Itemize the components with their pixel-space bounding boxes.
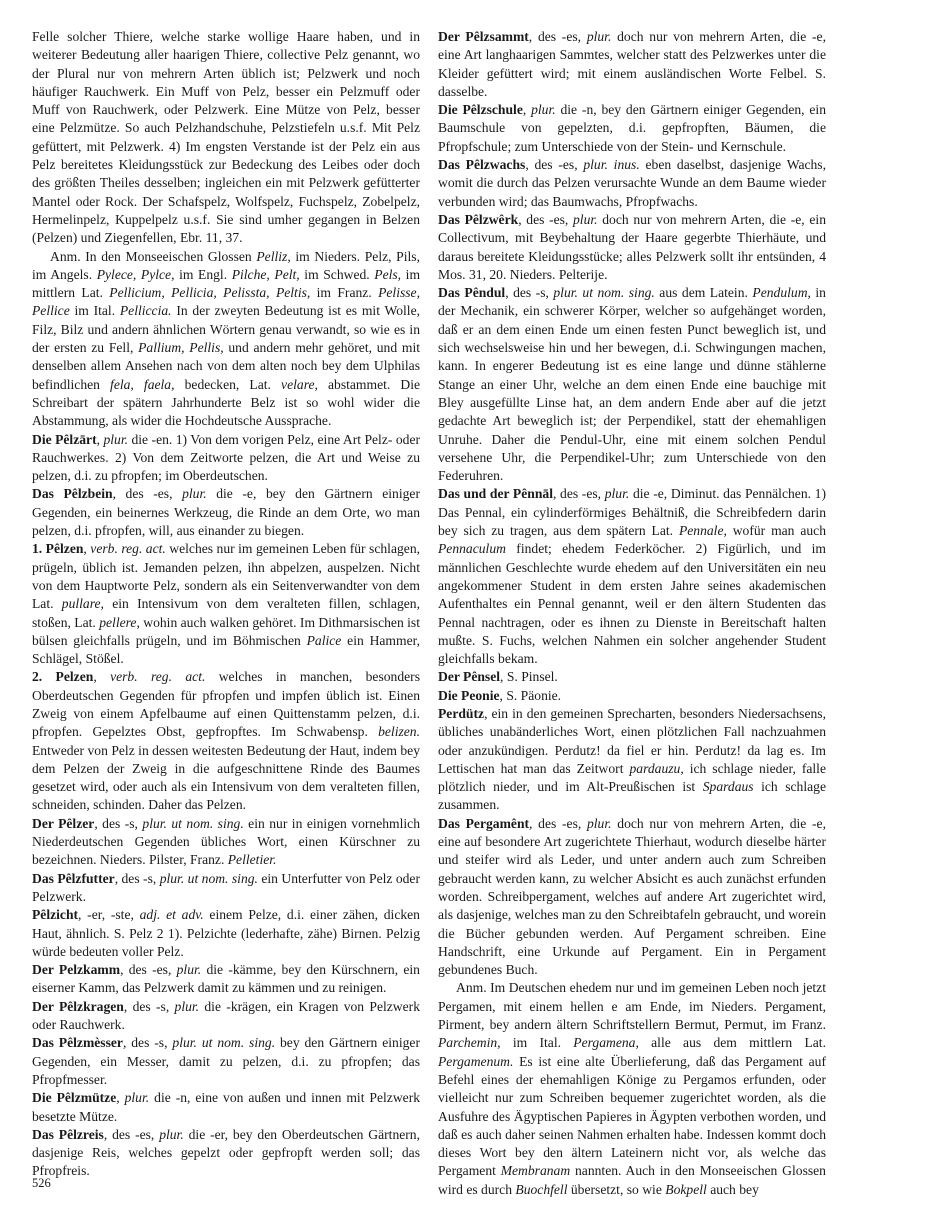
italic-term: plur. <box>573 211 598 227</box>
entry-text: , des -es, <box>112 486 183 502</box>
entry-text: eben daselbst, dasjenige Wachs, womit die durch das Pelzen verursachte Wunde an dem Baume wieder verbunden wird; das Baumwachs, Pfropfwachs. <box>438 157 826 209</box>
italic-term: Pels, <box>374 266 402 282</box>
dictionary-entry <box>32 906 420 961</box>
entry-text: bedecken, Lat. <box>174 376 282 392</box>
dictionary-entry <box>32 431 420 486</box>
dictionary-entry <box>438 687 826 705</box>
annotation-paragraph <box>32 248 420 431</box>
dictionary-entry <box>438 284 826 485</box>
entry-headword: Das Pêndul <box>438 285 506 301</box>
entry-text: , des -s, <box>123 998 175 1014</box>
entry-headword: Die Pêlzārt <box>32 431 97 447</box>
entry-headword: Das Pêlzreis <box>32 1126 104 1142</box>
entry-text: , des -s, <box>114 870 160 886</box>
italic-term: Pelliccia. <box>119 303 172 319</box>
entry-headword: Das Pêlzwêrk <box>438 211 519 227</box>
italic-term: pullare, <box>61 596 104 612</box>
entry-text: , des -es, <box>552 486 605 502</box>
italic-term: plur. <box>159 1126 184 1142</box>
entry-text: doch nur von mehrern Arten, die -e, ein Collectivum, mit Beybehaltung der Haare gegerbte Thierhäute, und daraus bereitete Kleidungsstücke; alles Pelzwerk sollt ihr entsünden, 4 Mos. 31, 20. Nieders. Pelterije. <box>438 211 826 282</box>
entry-text: die -n, bey den Gärtnern einiger Gegenden, ein Baumschule von gepelzten, d.i. gepfropften, Bäumen, die Pfropfschule; zum Unterschiede von der Stein- und Kernschule. <box>438 102 827 154</box>
entry-text: wohin auch walken gehöret. Im Dithmarsischen ist bülsen gleichfalls prügeln, und im Böhmischen <box>32 614 420 648</box>
italic-term: plur. inus. <box>583 157 640 173</box>
italic-term: Pilche, Pelt, <box>231 266 300 282</box>
entry-text: Entweder von Pelz in dessen weitesten Bedeutung der Haut, indem bey dem Pelzen der Zweig in die aufgeschnittene Rinde des Baumes gesetzet wird, oder auch als ein Intensivum von dem veralteten fillen, schneiden, schinden. Daher das Pelzen. <box>32 742 420 813</box>
entry-text: nannten. Auch in den Monseeischen Glossen wird es durch <box>438 1163 826 1197</box>
italic-term: Pendulum, <box>752 285 811 301</box>
entry-text: findet; ehedem Federköcher. 2) Figürlich, und im männlichen Geschlechte wurde ehedem auf den Universitäten ein neu angekommener Student in dem ersten Jahre seines akademischen Aufenthaltes ein Pennal genannt, weil er den ältern Studenten das Pennal nachtragen, oder es ihnen zu Dienste in Bereitschaft halten mußte. S. Fuchs, welchen Nahmen ein solcher angehender Student gleichfalls bekam. <box>438 541 826 667</box>
italic-term: Buochfell <box>515 1181 568 1197</box>
italic-term: Pellicium, Pellicia, Pelissta, Peltis, <box>109 285 311 301</box>
dictionary-entry <box>32 815 420 870</box>
italic-term: Bokpell <box>665 1181 707 1197</box>
entry-text: Es ist eine alte Überlieferung, daß das Pergament auf Befehl eines der ehemahligen Könige zu Pergamos erfunden, oder vielleicht nur zum Schreiben bequemer zugerichtet worden, als die Ausfuhre des Ägyptischen Papieres in Ägypten verbothen worden, und daß es auch daher seinen Nahmen erhalten habe. Indessen kommt doch dieses Wort bey den ältern Lateinern nicht vor, als welche das Pergament <box>438 1053 826 1179</box>
entry-headword: Das Pêlzfutter <box>32 870 115 886</box>
entry-text: doch nur von mehrern Arten, die -e, eine auf besondere Art zugerichtete Thierhaut, wodurch dieselbe härter und steifer wird als Leder, und unter andern auch zum Schreiben gebraucht werden kann, zu welcher Absicht es auch zunächst erfunden worden. Schreibpergament, welches auf andere Art zugerichtet wird, als dasjenige, welches man zu den Schreibtafeln gebraucht, und worein die Bücher gebunden werden. Auf Pergament schreiben. Eine Handschrift, eine Urkunde auf Pergament. Ein in Pergament gebundenes Buch. <box>438 815 826 978</box>
entry-text: die -e, Diminut. das Pennälchen. 1) Das Pennal, ein cylinderförmiges Behältniß, die Schreibfedern darin bey sich zu tragen, aus dem spätern Lat. <box>438 486 826 539</box>
entry-text: im Nieders. Pelz, Pils, im Angels. <box>32 248 420 282</box>
entry-text: , des -es, <box>529 815 587 831</box>
dictionary-entry <box>32 1126 420 1181</box>
dictionary-entry <box>438 668 826 686</box>
entry-text: im Ital. <box>500 1035 574 1051</box>
entry-text: , <box>93 669 111 685</box>
entry-text: , S. Päonie. <box>499 687 562 703</box>
entry-text: bey den Gärtnern einiger Gegenden, ein Messer, damit zu pelzen, d.i. zu pfropfen; das Pfropfmesser. <box>32 1035 420 1087</box>
entry-text: ein Intensivum von dem veralteten fillen, schlagen, stoßen, Lat. <box>32 596 420 630</box>
italic-term: plur. <box>531 102 556 118</box>
italic-term: belizen. <box>378 724 420 740</box>
entry-text: die -er, bey den Oberdeutschen Gärtnern, dasjenige Reis, welches gepelzt oder gepfropft werden soll; das Pfropfreis. <box>32 1126 420 1179</box>
entry-headword: Der Pêlzkragen <box>32 998 124 1014</box>
entry-headword: Die Peonie <box>438 687 500 703</box>
italic-term: Membranam <box>500 1163 571 1179</box>
italic-term: plur. <box>103 431 129 447</box>
entry-text: ein Hammer, Schlägel, Stößel. <box>32 632 420 667</box>
entry-text: die -kämme, bey den Kürschnern, ein eiserner Kamm, das Pelzwerk damit zu kämmen und zu reinigen. <box>32 962 420 996</box>
entry-text: im Engl. <box>174 266 232 282</box>
italic-term: Pelisse, Pellice <box>32 285 420 319</box>
entry-text: ich schlage nieder, falle plötzlich nieder, und im Alt-Preußischen ist <box>438 760 826 795</box>
dictionary-entry <box>32 668 420 814</box>
entry-text: In der zweyten Bedeutung ist es mit Wolle, Filz, Bilz und andern ähnlichen Wörtern genau verwandt, so wie es in der ersten zu Fell, <box>32 303 420 356</box>
dictionary-entry <box>438 705 826 815</box>
entry-text: Anm. Im Deutschen ehedem nur und im gemeinen Leben noch jetzt Pergamen, mit einem hellen e am Ende, im Nieders. Pergament, Pirment, bey andern ältern Schriftstellern Bermut, Permut, im Franz. <box>438 980 826 1033</box>
italic-term: pardauzu, <box>629 760 684 776</box>
italic-term: plur. ut nom. sing. <box>142 815 244 831</box>
dictionary-entry <box>32 485 420 540</box>
dictionary-entry <box>32 28 420 248</box>
entry-text: , <box>96 431 104 447</box>
entry-text: , des -s, <box>94 815 143 831</box>
italic-term: Pergamenum. <box>438 1053 514 1069</box>
entry-text: , S. Pinsel. <box>500 669 558 685</box>
entry-text: die -e, bey den Gärtnern einiger Gegenden, ein beinernes Werkzeug, die Rinde an dem Orte, wo man pelzen, d.i. pfropfen, will, aus einander zu biegen. <box>32 486 420 539</box>
entry-headword: Der Pêlzsammt <box>438 29 529 44</box>
dictionary-entry <box>32 870 420 907</box>
dictionary-entry <box>32 1089 420 1126</box>
dictionary-entry <box>438 28 826 101</box>
dictionary-entry <box>438 156 826 211</box>
entry-text: ein Unterfutter von Pelz oder Pelzwerk. <box>32 870 420 904</box>
italic-term: Pallium, Pellis, <box>138 340 224 356</box>
entry-text: und andern mehr gehöret, und mit denselben allem Ansehen nach von dem alten noch bey dem Ulphilas befindlichen <box>32 340 420 392</box>
entry-text: im Ital. <box>69 303 120 319</box>
italic-term: Palice <box>306 632 342 648</box>
dictionary-entry <box>32 540 420 668</box>
entry-headword: Der Pênsel <box>438 669 501 685</box>
entry-text: auch bey <box>706 1181 759 1197</box>
entry-headword: Das Pêlzwachs <box>438 157 526 173</box>
italic-term: plur. <box>586 29 612 44</box>
entry-text: im mittlern Lat. <box>32 266 421 301</box>
italic-term: verb. reg. act. <box>110 669 206 685</box>
annotation-paragraph <box>438 979 826 1199</box>
entry-headword: Pêlzicht <box>32 907 79 923</box>
entry-text: abstammet. Die Schreibart der spätern Jahrhunderte Belz ist so wohl wider die Abstammung, als wider die Hochdeutsche Aussprache. <box>32 376 421 429</box>
italic-term: verb. reg. act. <box>90 541 166 557</box>
italic-term: plur. ut nom. sing. <box>159 870 258 886</box>
dictionary-entry <box>438 815 826 980</box>
italic-term: Pennale, <box>678 523 727 539</box>
entry-text: im Franz. <box>310 285 379 301</box>
entry-text: , ein in den gemeinen Sprecharten, besonders Niedersachsens, übliches unabänderliches Wort, einen plötzlichen Fall nachzuahmen oder anzukündigen. Perdutz! da fiel er hin. Perdutz! da lag es. Im Lettischen hat man das Zeitwort <box>438 705 826 776</box>
entry-headword: Perdütz <box>438 705 485 721</box>
italic-term: fela, faela, <box>110 376 175 392</box>
dictionary-entry <box>32 998 420 1035</box>
page-number: 526 <box>32 1176 51 1190</box>
italic-term: plur. <box>604 486 630 502</box>
entry-headword: Der Pelzkamm <box>32 962 121 978</box>
italic-term: plur. ut nom. sing. <box>172 1035 276 1051</box>
entry-text: ich schlage zusammen. <box>438 779 826 813</box>
entry-text: , des -es, <box>103 1126 160 1142</box>
dictionary-entry <box>438 485 826 668</box>
entry-text: , des -s, <box>505 285 554 301</box>
entry-text: aus dem Latein. <box>654 285 753 301</box>
right-column <box>438 28 826 1199</box>
italic-term: plur. ut nom. sing. <box>553 285 655 301</box>
entry-text: , <box>116 1090 125 1106</box>
entry-text: , <box>522 102 532 118</box>
entry-headword: Der Pêlzer <box>32 815 95 831</box>
italic-term: plur. <box>182 486 207 502</box>
entry-text: , <box>83 541 91 557</box>
italic-term: Pylece, Pylce, <box>96 266 175 282</box>
entry-text: alle aus dem mittlern Lat. <box>638 1035 826 1051</box>
italic-term: Parchemin, <box>438 1035 501 1051</box>
italic-term: plur. <box>174 998 200 1014</box>
entry-headword: 1. Pêlzen <box>32 541 84 557</box>
italic-term: pellere, <box>99 614 140 630</box>
entry-text: ein nur in einigen vornehmlich Niederdeutschen Gegenden übliches Wort, einen Kürschner zu bezeichnen. Nieders. Pilster, Franz. <box>32 815 420 868</box>
italic-term: plur. <box>124 1090 150 1106</box>
italic-term: plur. <box>176 962 202 978</box>
entry-text: , des -s, <box>122 1035 173 1051</box>
italic-term: Pelliz, <box>256 248 291 264</box>
dictionary-entry <box>32 961 420 998</box>
entry-text: , -er, -ste, <box>78 907 140 923</box>
entry-text: welches nur im gemeinen Leben für schlagen, prügeln, üblich ist. Jemanden pelzen, ihn abpelzen, auspelzen. Nicht von dem Hauptworte Pelz, sondern als ein Seitenverwandter von dem Lat. <box>32 541 421 612</box>
dictionary-entry <box>32 1034 420 1089</box>
entry-text: , des -es, <box>120 962 177 978</box>
entry-text: übersetzt, so wie <box>567 1181 666 1197</box>
entry-headword: Das Pêlzmèsser <box>32 1035 123 1051</box>
entry-text: im Schwed. <box>299 266 375 282</box>
entry-text: , des -es, <box>525 157 584 173</box>
entry-headword: 2. Pelzen <box>32 669 94 685</box>
italic-term: Spardaus <box>702 779 754 795</box>
left-column <box>32 28 420 1181</box>
entry-headword: Die Pêlzschule <box>438 102 523 118</box>
entry-text: doch nur von mehrern Arten, die -e, eine Art langhaarigen Sammtes, welcher statt des Pelzwerkes unter die Kleider gefüttert wird; mit einem ausländischen Worte Felbel. S. dasselbe. <box>438 29 826 99</box>
italic-term: adj. et adv. <box>139 907 204 923</box>
entry-headword: Die Pêlzmütze <box>32 1090 117 1106</box>
entry-text: welches in manchen, besonders Oberdeutschen Gegenden für pfropfen und impfen üblich ist. Einen Zweig von einem Apfelbaume auf einen Quittenstamm pelzen, d.i. pfropfen. Gepelztes Obst, gepfropftes. Im Schwabensp. <box>32 669 421 740</box>
entry-text: Anm. In den Monseeischen Glossen <box>50 248 257 264</box>
entry-text: einem Pelze, d.i. einer zähen, dicken Haut, ähnlich. S. Pelz 2 1). Pelzichte (lederhafte, zähe) Birnen. Pelzig würde bedeuten voller Pelz. <box>32 907 420 959</box>
entry-headword: Das Pergamênt <box>438 815 530 831</box>
italic-term: Pergamena, <box>573 1035 639 1051</box>
italic-term: velare, <box>281 376 318 392</box>
entry-text: Felle solcher Thiere, welche starke wollige Haare haben, und in weiterer Bedeutung aller haarigen Thiere, collective Pelz genannt, wo der Plural nur von mehrern Arten üblich ist; Pelzwerk und noch häufiger Rauchwerk. Ein Muff von Pelz, besser ein Pelzmuff oder Muff von Rauchwerk, oder Pelzwerk. Eine Mütze von Pelz, besser eine Pelzmütze. So auch Pelzhandschuhe, Pelzstiefeln u.s.f. Mit Pelz gefüttert, mit Pelzwerk. 4) Im engsten Verstande ist der Pelz ein aus Pelz bereitetes Kleidungsstück zur Bedeckung des Leibes oder doch des größten Theiles desselben; ingleichen ein mit Pelzwerk gefütterter Mantel oder Rock. Der Schafspelz, Wolfspelz, Fuchspelz, Zobelpelz, Hermelinpelz, Kuppelpelz u.s.f. Sie sind umher gegangen in Belzen (Pelzen) und Ziegenfellen, Ebr. 11, 37. <box>32 29 420 246</box>
dictionary-entry <box>438 101 826 156</box>
entry-headword: Das und der Pênnāl <box>438 486 553 502</box>
entry-headword: Das Pêlzbein <box>32 486 113 502</box>
entry-text: die -n, eine von außen und innen mit Pelzwerk besetzte Mütze. <box>32 1090 421 1124</box>
italic-term: Pennaculum <box>438 541 506 557</box>
entry-text: , des -es, <box>528 29 587 44</box>
italic-term: plur. <box>586 815 612 831</box>
entry-text: wofür man auch <box>726 523 826 539</box>
entry-text: in der Mechanik, ein schwerer Körper, welcher so aufgehänget worden, daß er an dem einen Ende um einen festen Punct beweglich ist, und sich wechselsweise hin und her bewegen, d.i. Schwingungen machen, kann. In engerer Bedeutung ist es eine lange und dünne stählerne Stange an einer Uhr, welche an dem einen Ende eine bauchige mit Bley ausgefüllte Linse hat, an dem andern Ende aber auf die jetzt gedachte Art beweglich ist; der Perpendikel, statt der ehemahligen Unruhe. Daher die Pendul-Uhr, eine mit einem solchen Pendul versehene Uhr, die Perpendikel-Uhr; zum Unterschiede von den Federuhren. <box>438 285 826 484</box>
dictionary-entry <box>438 211 826 284</box>
entry-text: die -krägen, ein Kragen von Pelzwerk oder Rauchwerk. <box>32 998 420 1033</box>
entry-text: , des -es, <box>518 211 573 227</box>
italic-term: Pelletier. <box>227 852 277 868</box>
entry-text: die -en. 1) Von dem vorigen Pelz, eine Art Pelz- oder Rauchwerkes. 2) Von dem Zeitworte pelzen, die Art und Weise zu pelzen, d.i. zu pfropfen; im Oberdeutschen. <box>32 431 420 484</box>
